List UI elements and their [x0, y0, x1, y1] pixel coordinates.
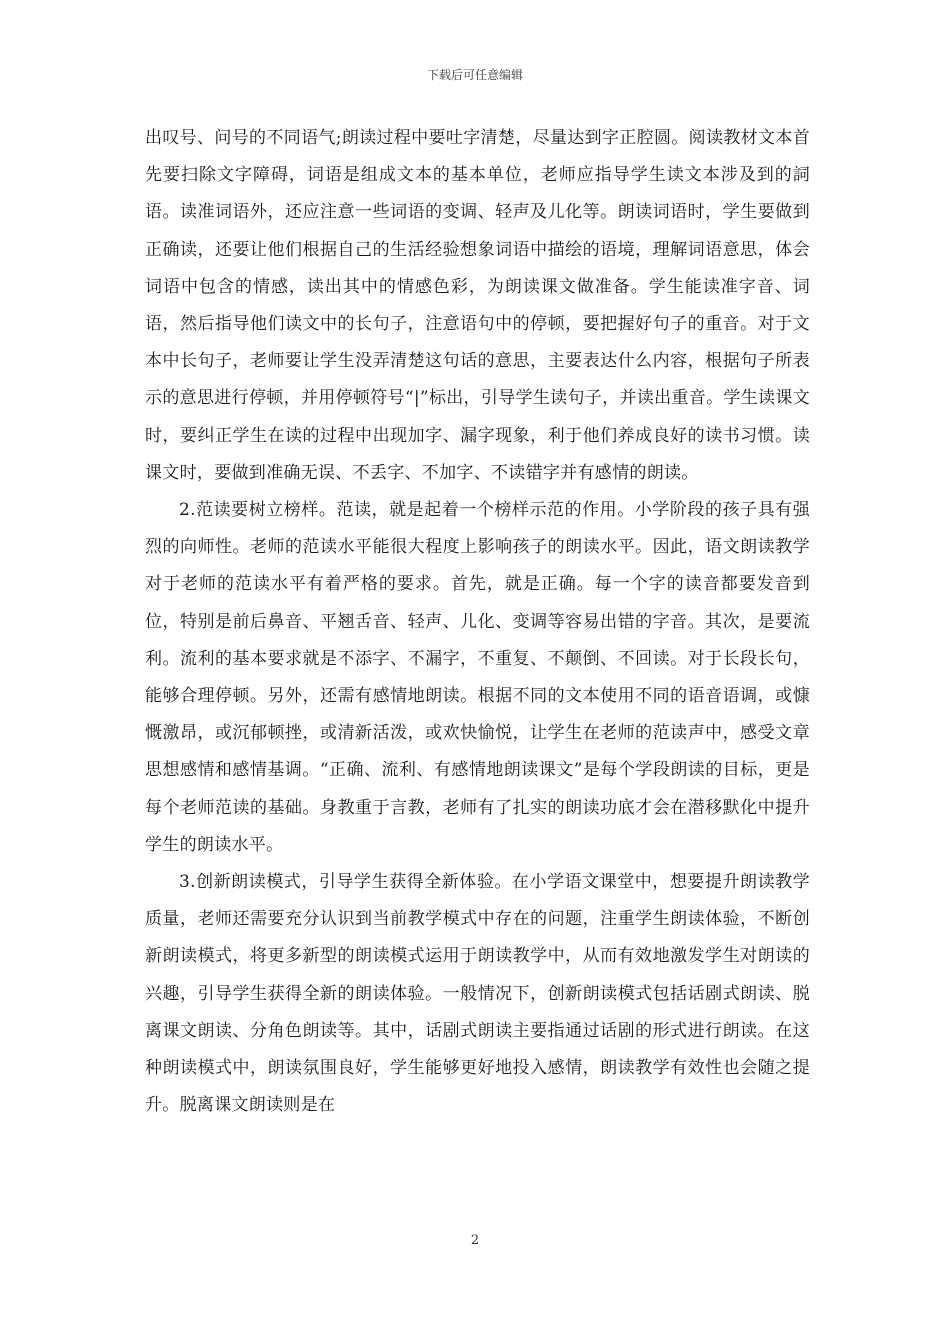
page-header: 下载后可任意编辑	[426, 68, 523, 82]
document-body	[145, 120, 810, 1124]
paragraph-2: 2.范读要树立榜样。范读，就是起着一个榜样示范的作用。小学阶段的孩子具有强烈的向师性。老师的范读水平能很大程度上影响孩子的朗读水平。因此，语文朗读教学对于老师的范读水平有着严格的要求。首先，就是正确。每一个字的读音都要发音到位，特别是前后鼻音、平翘舌音、轻声、儿化、变调等容易出错的字音。其次，是要流利。流利的基本要求就是不添字、不漏字，不重复、不颠倒、不回读。对于长段长句，能够合理停顿。另外，还需有感情地朗读。根据不同的文本使用不同的语音语调，或慷慨激昂，或沉郁顿挫，或清新活泼，或欢快愉悦，让学生在老师的范读声中，感受文章思想感情和感情基调。“正确、流利、有感情地朗读课文”是每个学段朗读的目标，更是每个老师范读的基础。身教重于言教，老师有了扎实的朗读功底才会在潜移默化中提升学生的朗读水平。	[145, 500, 810, 855]
paragraph-1: 出叹号、问号的不同语气;朗读过程中要吐字清楚，尽量达到字正腔圆。阅读教材文本首先要扫除文字障碍，词语是组成文本的基本单位，老师应指导学生读文本涉及到的詞语。读准词语外，还应注意一些词语的变调、轻声及儿化等。朗读词语时，学生要做到正确读，还要让他们根据自己的生活经验想象词语中描绘的语境，理解词语意思，体会词语中包含的情感，读出其中的情感色彩，为朗读课文做准备。学生能读准字音、词语，然后指导他们读文中的长句子，注意语句中的停顿，要把握好句子的重音。对于文本中长句子，老师要让学生没弄清楚这句话的意思，主要表达什么内容，根据句子所表示的意思进行停顿，并用停顿符号“|”标出，引导学生读句子，并读出重音。学生读课文时，要纠正学生在读的过程中出现加字、漏字现象，利于他们养成良好的读书习惯。读课文时，要做到准确无误、不丢字、不加字、不读错字并有感情的朗读。	[145, 128, 810, 483]
page-number: 2	[470, 1233, 480, 1248]
paragraph-3: 3.创新朗读模式，引导学生获得全新体验。在小学语文课堂中，想要提升朗读教学质量，老师还需要充分认识到当前教学模式中存在的问题，注重学生朗读体验，不断创新朗读模式，将更多新型的朗读模式运用于朗读教学中，从而有效地激发学生对朗读的兴趣，引导学生获得全新的朗读体验。一般情况下，创新朗读模式包括话剧式朗读、脱离课文朗读、分角色朗读等。其中，话剧式朗读主要指通过话剧的形式进行朗读。在这种朗读模式中，朗读氛围良好，学生能够更好地投入感情，朗读教学有效性也会随之提升。脱离课文朗读则是在	[145, 872, 810, 1116]
